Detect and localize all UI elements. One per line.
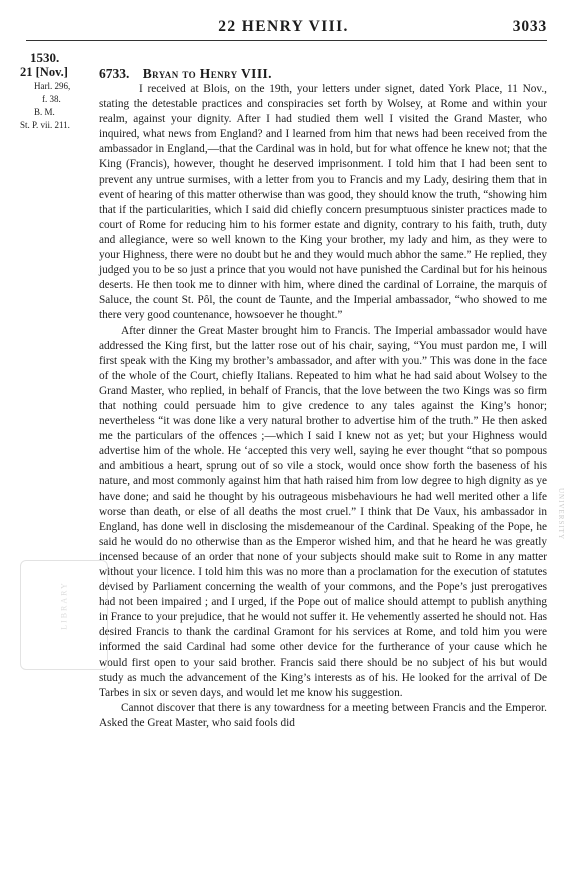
margin-date: 21 [Nov.] — [20, 65, 68, 79]
paragraph: After dinner the Great Master brought him to Francis. The Imperial ambassador would have addressed the King first, but the latter rose out of his chair, saying, “You must pardon me, I will first speak with the King my brother’s ambassador, and after with you.” This was done in the face of the whole of the Court, chiefly Italians. Repeated to him what he had said about Wolsey to the Grand Master, who replied, in behalf of Francis, that the love between the two Kings was so firm that nothing could persuade him to give credence to any tales against the King’s honor; nevertheless “it was done like a very natural brother to advertise him of the truth.” He then asked me the particulars of the offences ;—which I said I knew not as yet; but your Highness would advertise him of the whole. He ‘accepted this very well, saying he ever thought “that so pompous and ambitious a heart, sprung out of so vile a stock, would once show forth the baseness of his nature, and most commonly against him that hath raised him from low degree to high dignity as ye have done; and said he thought by his outrageous misbehaviours he had well merited other a life worse than death, or else of all deaths the most cruel.” I think that De Vaux, his ambassador in England, has done well in disclosing the misdemeanour of the Cardinal. Speaking of the Pope, he said he would do no otherwise than as the Emperor wished him, and that he heard he was greatly incensed because of an order that none of your subjects should make suit to Rome in any matter without your licence. I told him this was no more than a proclamation for the execution of statutes devised by Parliament concerning the wealth of your commons, and the Pope’s just prerogatives had not been impaired ; and I urged, if the Pope out of malice should attempt to publish anything in France to your prejudice, that he would not suffer it. He vehemently asserted he should not. Has desired Francis to thank the cardinal Gramont for his services at Rome, and told him you were informed the said Cardinal had some other device for the furtherance of your cause which he would first open to your said brother. Francis said there should be no subject of his but would study as much the advancement of the King’s interests as of his. He looked for the arrival of De Tarbes in six or seven days, and would let me know his suggestion. — [99, 324, 547, 699]
margin-ref: Harl. 296, — [34, 81, 71, 91]
running-head — [0, 18, 567, 40]
library-stamp — [20, 560, 108, 670]
margin-ref: f. 38. — [42, 94, 61, 104]
paragraph: I received at Blois, on the 19th, your letters under signet, dated York Place, 11 Nov., stating the detestable practices and conspiracies set forth by Wolsey, at Rome and within your realm, against your dignity. After I had studied them well I visited the Grand Master, who inquired, what news from England? and I learned from him that news had been received from the ambassador in England,—that the Cardinal was in hold, but for what offence he knew not; that the King (Francis), however, thought he deserved imprisonment. I told him that I had been sent to prevent any untrue surmises, with a letter from you to Francis and my Lady, desiring them that in event of hearing of this matter otherwise than was good, they should know the truth, “showing him that if the particularities, which I said did chiefly concern presumptuous sinister practices made to court of Rome for reducing him to his former estate and dignity, contrary to his faith, truth, duty and allegiance, were so well known to the King your brother, my lady and him, as they were to your Highness, there were no doubt but he and they would much abhor the same.” He replied, they judged you to be so just a prince that you would not have punished the Cardinal but for his heinous deserts. He then took me to dinner with him, where dined the cardinal of Lorraine, the marquis of Saluce, the count St. Pôl, the count de Taunte, and the Imperial ambassador, “who showed to me there very good countenance, howsoever he thought.” — [99, 83, 547, 322]
page-number: 3033 — [512, 18, 547, 35]
margin-ref: B. M. — [34, 107, 55, 117]
entry-title: Bryan to Henry VIII. — [142, 66, 272, 81]
header-rule — [26, 40, 547, 41]
running-title: 22 HENRY VIII. — [218, 18, 349, 35]
letter-body — [99, 82, 547, 731]
paragraph: Cannot discover that there is any towardness for a meeting between Francis and the Emperor. Asked the Great Master, who said fools did — [99, 701, 547, 729]
stamp-lettering: LIBRARY — [59, 581, 69, 630]
margin-notes — [20, 50, 98, 132]
margin-ref: St. P. vii. 211. — [20, 120, 70, 130]
entry-number: 6733. — [99, 66, 130, 81]
margin-year: 1530. — [30, 50, 60, 65]
edge-watermark — [551, 478, 565, 558]
watermark-lettering: UNIVERSITY — [557, 488, 565, 540]
entry-heading — [99, 66, 272, 82]
